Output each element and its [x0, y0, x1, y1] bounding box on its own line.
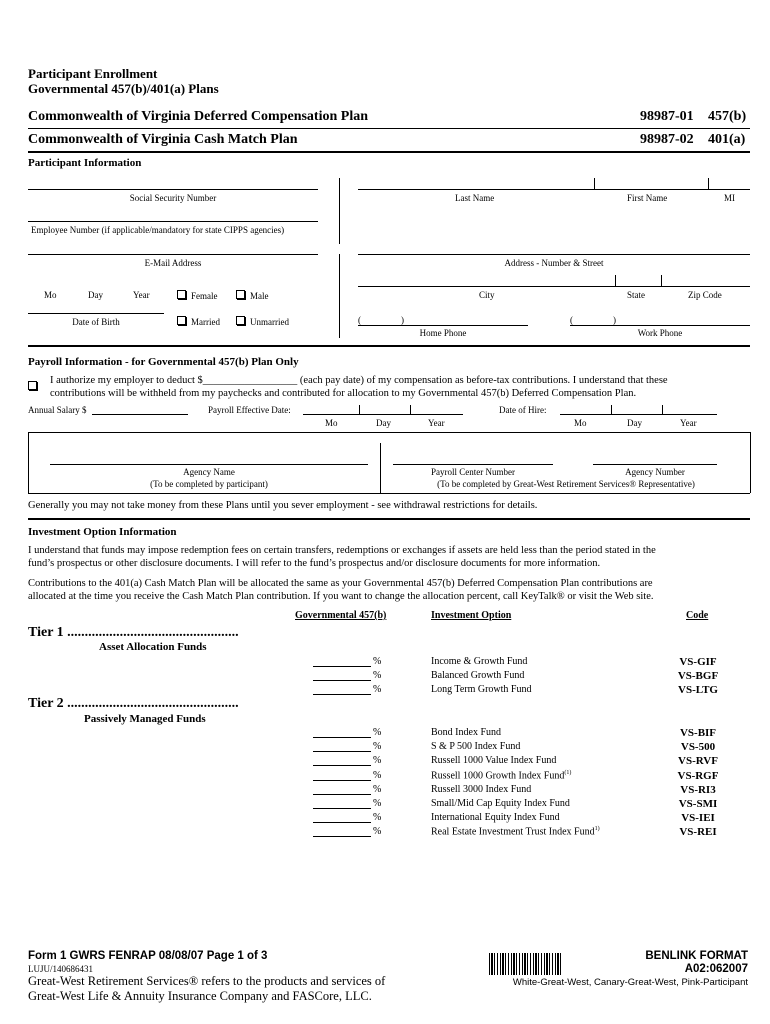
- agency-name-sub: (To be completed by participant): [150, 479, 268, 489]
- fund-percent-sign: %: [373, 741, 382, 753]
- divider: [611, 405, 612, 414]
- fund-code: VS-500: [680, 741, 716, 754]
- employee-number-line[interactable]: [28, 221, 318, 222]
- form-subtitle: Governmental 457(b)/401(a) Plans: [28, 81, 219, 96]
- form-code: A02:062007: [684, 963, 748, 975]
- authorize-text: [50, 375, 750, 400]
- divider: [339, 178, 340, 244]
- home-phone-line[interactable]: [358, 325, 528, 326]
- fund-name: [431, 684, 532, 695]
- fund-name-text: Russell 1000 Value Index Fund: [431, 755, 557, 767]
- dob-year-label: Year: [133, 290, 150, 300]
- divider: [380, 443, 381, 493]
- married-label: Married: [191, 317, 220, 327]
- payroll-center-label: Payroll Center Number: [431, 467, 515, 477]
- zip-label: Zip Code: [688, 290, 722, 300]
- allocation-line-1: Contributions to the 401(a) Cash Match Plan will be allocated the same as your Governmental 457(b) Deferred Compensation Plan contributions are: [28, 578, 653, 589]
- fund-code: VS-BIF: [679, 727, 717, 739]
- payroll-center-line[interactable]: [393, 464, 553, 465]
- fund-name-text: Income & Growth Fund: [431, 656, 528, 667]
- home-phone-label: Home Phone: [419, 328, 467, 338]
- fund-name: [431, 826, 600, 837]
- dob-mo-label: Mo: [44, 290, 57, 300]
- home-phone-paren-open: (: [358, 315, 361, 325]
- dob-day-label: Day: [88, 290, 103, 300]
- fund-name: [431, 727, 501, 738]
- state-label: State: [627, 290, 645, 300]
- gw-disclosure-line-1: Great-West Retirement Services® refers to the products and services of: [28, 974, 386, 988]
- dob-line[interactable]: [28, 313, 164, 314]
- allocation-paragraph: [28, 578, 750, 603]
- allocation-line-2: allocated at the time you receive the Cash Match Plan contribution. If you want to change the allocation percent, call KeyTalk® or visit the Web site.: [28, 590, 654, 602]
- fund-percent-sign: %: [373, 656, 382, 667]
- ssn-line[interactable]: [28, 189, 318, 190]
- agency-number-line[interactable]: [593, 464, 717, 465]
- fund-percent-sign: %: [373, 769, 382, 781]
- divider: [750, 432, 751, 493]
- plan2-type: 401(a): [708, 132, 746, 147]
- date-of-hire-label: Date of Hire:: [499, 405, 547, 415]
- payroll-effective-label: Payroll Effective Date:: [208, 405, 291, 415]
- fund-percent-sign: %: [373, 755, 382, 767]
- fund-code: VS-REI: [679, 826, 717, 839]
- divider: [359, 405, 360, 414]
- fund-percent-line[interactable]: [313, 836, 371, 837]
- fund-name-text: Bond Index Fund: [431, 727, 501, 738]
- city-label: City: [479, 290, 495, 300]
- tier1-label: Tier 1 .................................................: [28, 625, 239, 640]
- fund-percent-sign: %: [373, 783, 382, 795]
- fund-percent-line[interactable]: [313, 666, 371, 667]
- married-option[interactable]: [177, 316, 220, 327]
- hire-day-label: Day: [627, 418, 642, 428]
- divider: [28, 128, 750, 129]
- fund-footnote: 1): [594, 826, 600, 833]
- hire-mo-label: Mo: [574, 418, 587, 428]
- address-line[interactable]: [358, 254, 750, 255]
- lot-number: LUJU/140686431: [28, 964, 93, 974]
- section-title-participant: Participant Information: [28, 157, 142, 169]
- ssn-label: Social Security Number: [129, 193, 217, 203]
- dob-label: Date of Birth: [72, 317, 120, 327]
- fund-percent-sign: %: [373, 812, 382, 824]
- fund-percent-line[interactable]: [313, 694, 371, 695]
- fund-code: VS-SMI: [678, 798, 718, 810]
- fund-name-text: Russell 3000 Index Fund: [431, 783, 532, 795]
- fund-code: VS-BGF: [677, 670, 719, 683]
- female-checkbox[interactable]: [177, 290, 186, 299]
- fund-footnote: (1): [564, 769, 572, 776]
- work-phone-paren-open: (: [570, 315, 573, 325]
- employee-number-label: Employee Number (if applicable/mandatory for state CIPPS agencies): [31, 225, 285, 235]
- form-title: Participant Enrollment: [28, 66, 158, 81]
- col-header-gov457: Governmental 457(b): [295, 610, 387, 621]
- male-option[interactable]: [236, 290, 269, 301]
- fund-name: [431, 656, 527, 667]
- last-name-label: Last Name: [455, 193, 495, 203]
- tier2-subtitle: Passively Managed Funds: [84, 713, 206, 725]
- fund-percent-line[interactable]: [313, 808, 371, 809]
- fund-name: [431, 812, 560, 823]
- first-name-label: First Name: [627, 193, 668, 203]
- city-state-zip-line[interactable]: [358, 286, 750, 287]
- redemption-paragraph: [28, 545, 750, 570]
- fund-code: VS-RVF: [678, 755, 718, 768]
- fund-percent-line[interactable]: [313, 794, 371, 795]
- fund-percent-line[interactable]: [313, 680, 371, 681]
- fund-name-text: S & P 500 Index Fund: [431, 741, 521, 753]
- plan2-name: Commonwealth of Virginia Cash Match Plan: [28, 132, 298, 147]
- divider: [28, 345, 750, 347]
- unmarried-checkbox[interactable]: [236, 316, 245, 325]
- agency-number-label: Agency Number: [625, 467, 685, 477]
- gw-representative-note: (To be completed by Great-West Retirement Services® Representative): [437, 479, 695, 489]
- fund-code: VS-RGF: [677, 769, 719, 782]
- fund-code: VS-IEI: [681, 812, 715, 825]
- payroll-day-label: Day: [376, 418, 391, 428]
- divider: [661, 275, 662, 286]
- section-title-investment: Investment Option Information: [28, 526, 177, 538]
- date-of-hire-line[interactable]: [560, 414, 717, 415]
- plan1-name: Commonwealth of Virginia Deferred Compensation Plan: [28, 109, 368, 124]
- fund-name: [431, 784, 531, 795]
- authorize-line-2: contributions will be withheld from my paychecks and contributed for allocation to my Governmental 457(b) Deferred Compensation Plan.: [50, 387, 637, 399]
- divider: [28, 493, 750, 494]
- redemption-line-1: I understand that funds may impose redemption fees on certain transfers, redemptions or exchanges if assets are held less than the period stated in the: [28, 545, 656, 556]
- col-header-code: Code: [686, 610, 709, 621]
- female-option[interactable]: [177, 290, 218, 301]
- form-id: Form 1 GWRS FENRAP 08/08/07 Page 1 of 3: [28, 950, 268, 962]
- fund-name-text: Small/Mid Cap Equity Index Fund: [431, 798, 570, 809]
- email-label: E-Mail Address: [144, 258, 202, 268]
- fund-name-text: Real Estate Investment Trust Index Fund: [431, 826, 595, 838]
- fund-code: VS-GIF: [679, 656, 717, 668]
- plan2-number: 98987-02: [640, 132, 694, 147]
- col-header-option: Investment Option: [431, 610, 512, 621]
- divider: [410, 405, 411, 414]
- mi-label: MI: [724, 193, 735, 203]
- divider: [28, 432, 750, 433]
- section-title-payroll: Payroll Information - for Governmental 457(b) Plan Only: [28, 356, 299, 368]
- name-line[interactable]: [358, 189, 750, 190]
- tier2-label: Tier 2 .................................................: [28, 696, 239, 711]
- address-label: Address - Number & Street: [504, 258, 604, 268]
- barcode-image: [489, 953, 561, 975]
- divider: [594, 178, 595, 189]
- fund-name-text: Russell 1000 Growth Index Fund: [431, 769, 565, 781]
- divider: [339, 254, 340, 338]
- fund-percent-line[interactable]: [313, 780, 371, 781]
- authorize-checkbox-wrap[interactable]: [28, 377, 42, 395]
- fund-percent-sign: %: [373, 727, 382, 738]
- fund-name: [431, 798, 570, 809]
- unmarried-option[interactable]: [236, 316, 289, 327]
- fund-name-text: Long Term Growth Fund: [431, 684, 532, 696]
- authorize-line-1: I authorize my employer to deduct $__________________ (each pay date) of my compensation as before-tax contributions. I understand that these: [50, 375, 668, 386]
- divider: [28, 151, 750, 153]
- tier1-subtitle: Asset Allocation Funds: [99, 641, 207, 653]
- unmarried-label: Unmarried: [250, 317, 289, 327]
- fund-percent-sign: %: [373, 798, 382, 809]
- fund-name: [431, 755, 556, 766]
- fund-name: [431, 770, 571, 781]
- gw-disclosure-line-2: Great-West Life & Annuity Insurance Company and FASCore, LLC.: [28, 989, 372, 1003]
- plan1-type: 457(b): [708, 109, 747, 124]
- divider: [615, 275, 616, 286]
- email-line[interactable]: [28, 254, 318, 255]
- fund-name: [431, 741, 520, 752]
- agency-name-line[interactable]: [50, 464, 368, 465]
- work-phone-label: Work Phone: [637, 328, 683, 338]
- agency-name-label: Agency Name: [183, 467, 235, 477]
- work-phone-paren-close: ): [613, 315, 616, 325]
- fund-name-text: International Equity Index Fund: [431, 812, 560, 824]
- divider: [28, 518, 750, 520]
- female-label: Female: [191, 291, 218, 301]
- male-label: Male: [250, 291, 269, 301]
- married-checkbox[interactable]: [177, 316, 186, 325]
- work-phone-line[interactable]: [570, 325, 750, 326]
- home-phone-paren-close: ): [401, 315, 404, 325]
- fund-name-text: Balanced Growth Fund: [431, 670, 525, 682]
- withdrawal-note: Generally you may not take money from these Plans until you sever employment - see withdrawal restrictions for details.: [28, 500, 538, 511]
- hire-year-label: Year: [680, 418, 697, 428]
- payroll-year-label: Year: [428, 418, 445, 428]
- copy-distribution: White-Great-West, Canary-Great-West, Pink-Participant: [512, 977, 748, 988]
- benlink-format: BENLINK FORMAT: [645, 950, 748, 962]
- divider: [28, 432, 29, 493]
- fund-name: [431, 670, 524, 681]
- fund-code: VS-RI3: [680, 783, 716, 796]
- fund-percent-line[interactable]: [313, 822, 371, 823]
- divider: [662, 405, 663, 414]
- fund-percent-sign: %: [373, 826, 382, 838]
- divider: [708, 178, 709, 189]
- fund-percent-line[interactable]: [313, 737, 371, 738]
- fund-percent-line[interactable]: [313, 751, 371, 752]
- fund-percent-sign: %: [373, 670, 382, 682]
- annual-salary-label: Annual Salary $: [28, 405, 87, 415]
- fund-percent-sign: %: [373, 684, 382, 696]
- annual-salary-line[interactable]: [92, 414, 188, 415]
- fund-code: VS-LTG: [678, 684, 718, 697]
- plan1-number: 98987-01: [640, 109, 694, 124]
- payroll-effective-line[interactable]: [303, 414, 463, 415]
- payroll-mo-label: Mo: [325, 418, 338, 428]
- redemption-line-2: fund’s prospectus or other disclosure documents. I will refer to the fund’s prospectus and/or disclosure documents for more information.: [28, 557, 601, 569]
- fund-percent-line[interactable]: [313, 765, 371, 766]
- authorize-checkbox[interactable]: [28, 381, 37, 390]
- male-checkbox[interactable]: [236, 290, 245, 299]
